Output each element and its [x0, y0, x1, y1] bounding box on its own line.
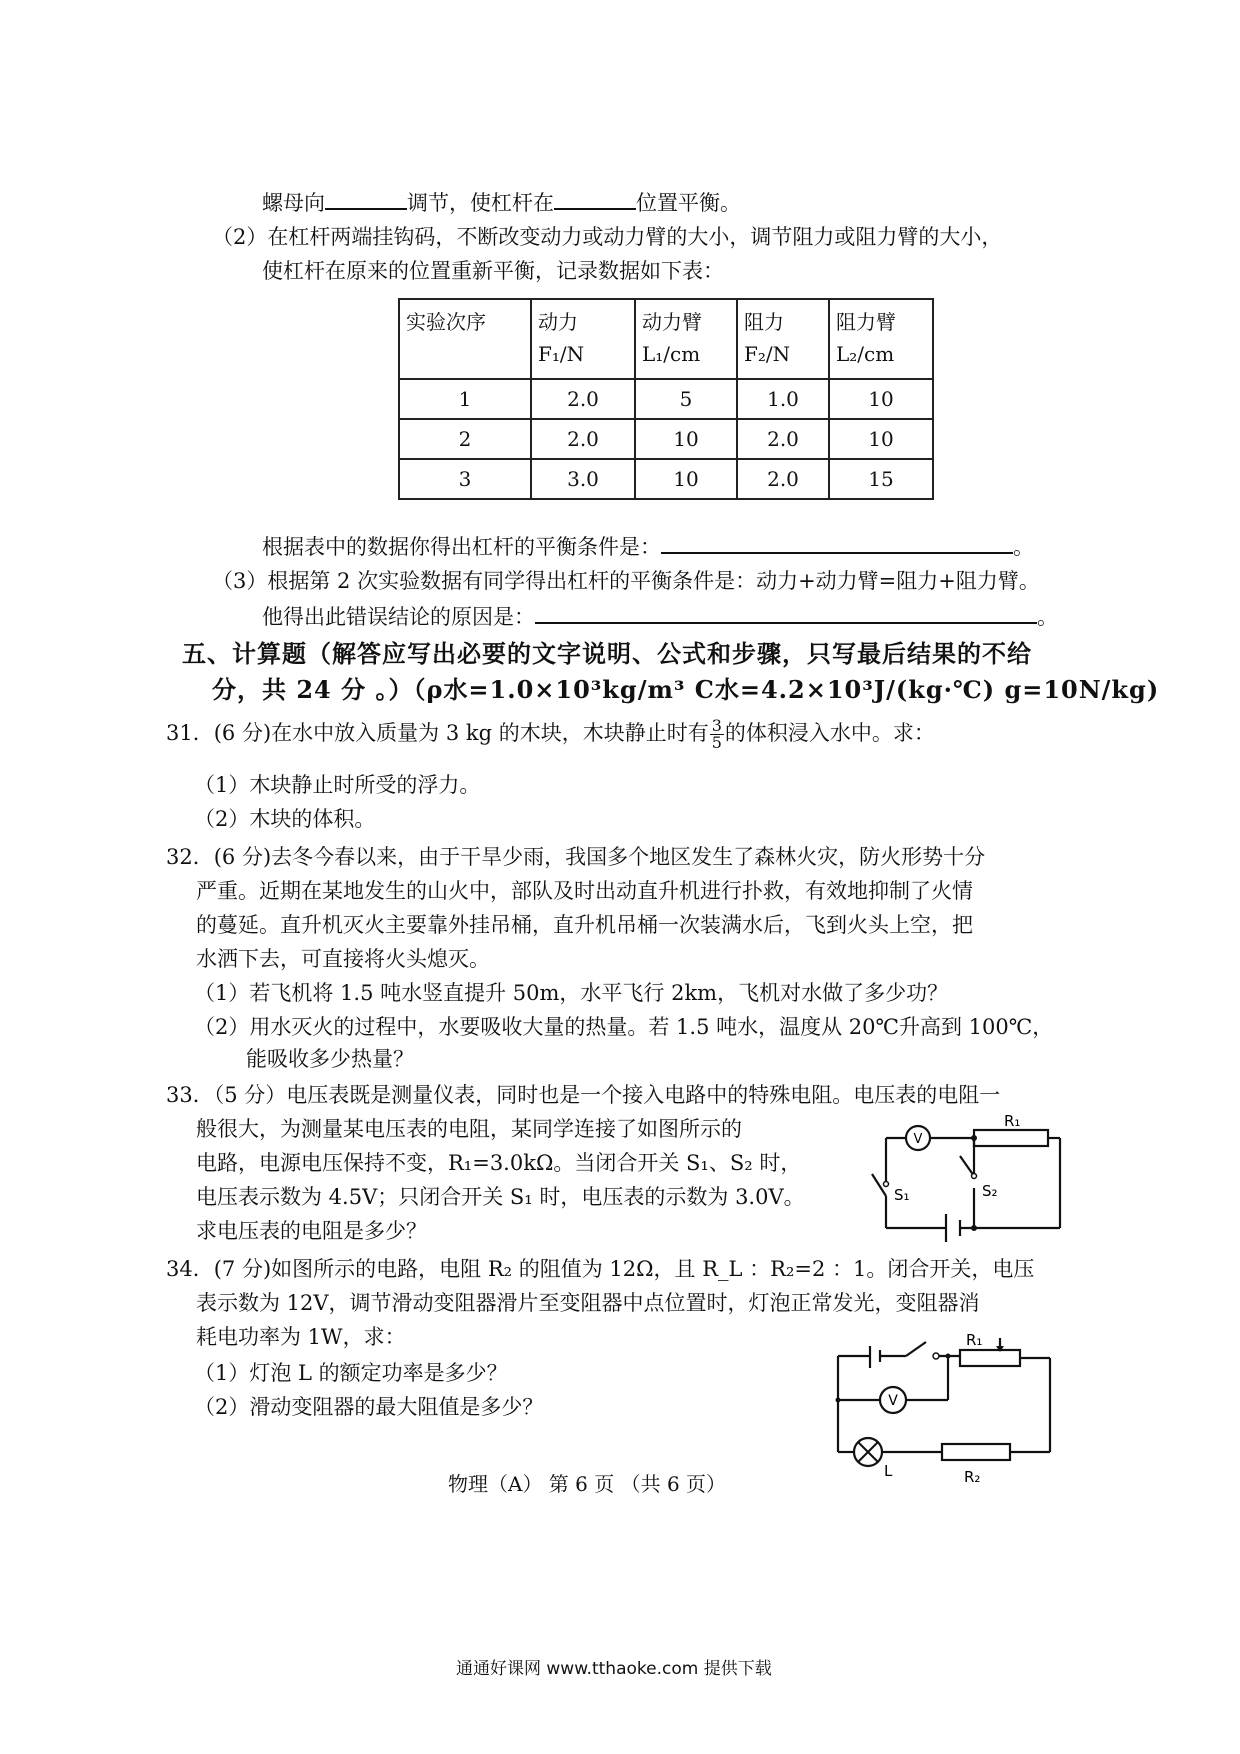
q32-sub2-a: （2）用水灭火的过程中，水要吸收大量的热量。若 1.5 吨水，温度从 20℃升高到 100℃， — [194, 1015, 1054, 1039]
voltmeter-label: V — [913, 1132, 923, 1147]
q32-sub2-b: 能吸收多少热量？ — [246, 1047, 414, 1071]
q30-part2-line2: 使杠杆在原来的位置重新平衡，记录数据如下表： — [262, 259, 724, 283]
q31-stem: 31．(6 分)在水中放入质量为 3 kg 的木块，木块静止时有 $\frac{3}{5}$ 的体积浸入水中。求： — [166, 716, 935, 752]
q32-line1: 32．(6 分)去冬今春以来，由于干旱少雨，我国多个地区发生了森林火灾，防火形势十分 — [166, 845, 986, 869]
q33-line5: 求电压表的电阻是多少？ — [196, 1219, 427, 1243]
q32-line3: 的蔓延。直升机灭火主要靠外挂吊桶，直升机吊桶一次装满水后，飞到火头上空，把 — [196, 913, 973, 937]
q34-line1: 34．(7 分)如图所示的电路，电阻 R₂ 的阻值为 12Ω，且 R_L ：R₂=2 ：1。闭合开关，电压 — [166, 1257, 1035, 1281]
header-cell: 动力 F₁/N — [531, 299, 635, 379]
q34-sub2: （2）滑动变阻器的最大阻值是多少？ — [194, 1395, 544, 1419]
resistor-r2-label: R₂ — [964, 1468, 981, 1486]
section-5-heading: 五、计算题（解答应写出必要的文字说明、公式和步骤，只写最后结果的不给 — [182, 639, 1032, 668]
answer-blank[interactable] — [554, 186, 636, 210]
q30-part3-line1: （3）根据第 2 次实验数据有同学得出杠杆的平衡条件是：动力+动力臂=阻力+阻力臂。 — [212, 569, 1040, 593]
table-row: 3 3.0 10 2.0 15 — [399, 459, 933, 499]
answer-blank[interactable] — [661, 530, 1013, 554]
q30-part2-line1: （2）在杠杆两端挂钩码，不断改变动力或动力臂的大小，调节阻力或阻力臂的大小， — [212, 225, 1003, 249]
q30-conclusion-line: 根据表中的数据你得出杠杆的平衡条件是： 。 — [262, 530, 1034, 562]
q33-circuit-diagram — [856, 1112, 1066, 1242]
lamp-l-label: L — [884, 1462, 893, 1480]
q32-line2: 严重。近期在某地发生的山火中，部队及时出动直升机进行扑救，有效地抑制了火情 — [196, 879, 973, 903]
q33-line1: 33．（5 分）电压表既是测量仪表，同时也是一个接入电路中的特殊电阻。电压表的电阻一 — [166, 1083, 1001, 1107]
lamp-icon — [854, 1438, 882, 1466]
page-footer: 物理（A） 第 6 页 （共 6 页） — [448, 1472, 727, 1496]
q34-circuit-diagram — [830, 1330, 1056, 1490]
q34-line2: 表示数为 12V，调节滑动变阻器滑片至变阻器中点位置时，灯泡正常发光，变阻器消 — [196, 1291, 980, 1315]
header-cell: 阻力 F₂/N — [737, 299, 829, 379]
header-cell: 实验次序 — [399, 299, 531, 379]
answer-blank[interactable] — [325, 186, 407, 210]
q33-line3: 电路，电源电压保持不变，R₁=3.0kΩ。当闭合开关 S₁、S₂ 时， — [196, 1151, 802, 1175]
q33-line4: 电压表示数为 4.5V；只闭合开关 S₁ 时，电压表的示数为 3.0V。 — [196, 1185, 805, 1209]
section-5-constants: 分，共 24 分 。）（ρ水=1.0×10³kg/m³ C水=4.2×10³J/(kg·℃) g=10N/kg) — [212, 675, 1160, 704]
q34-line3: 耗电功率为 1W，求： — [196, 1325, 406, 1349]
q32-sub1: （1）若飞机将 1.5 吨水竖直提升 50m，水平飞行 2km，飞机对水做了多少功？ — [194, 981, 949, 1005]
source-credit: 通通好课网 www.tthaoke.com 提供下载 — [456, 1659, 772, 1679]
q31-sub2: （2）木块的体积。 — [194, 807, 376, 831]
switch-s2-label: S₂ — [982, 1182, 998, 1200]
header-cell: 阻力臂 L₂/cm — [829, 299, 933, 379]
answer-blank[interactable] — [535, 600, 1037, 624]
fraction: $\frac{3}{5}$ — [711, 716, 722, 752]
q31-sub1: （1）木块静止时所受的浮力。 — [194, 773, 481, 797]
lever-data-table — [398, 298, 934, 500]
q30-part3-line2: 他得出此错误结论的原因是： 。 — [262, 600, 1058, 632]
table-row: 2 2.0 10 2.0 10 — [399, 419, 933, 459]
q34-sub1: （1）灯泡 L 的额定功率是多少？ — [194, 1361, 508, 1385]
resistor-r1-label: R₁ — [1004, 1112, 1021, 1130]
table-row: 1 2.0 5 1.0 10 — [399, 379, 933, 419]
header-cell: 动力臂 L₁/cm — [635, 299, 737, 379]
q33-line2: 般很大，为测量某电压表的电阻，某同学连接了如图所示的 — [196, 1117, 742, 1141]
q32-line4: 水洒下去，可直接将火头熄灭。 — [196, 947, 490, 971]
switch-s1-label: S₁ — [894, 1186, 910, 1204]
table-header-row — [399, 299, 933, 379]
rheostat-r1-label: R₁ — [966, 1331, 983, 1349]
voltmeter-label: V — [888, 1393, 898, 1409]
q30-line-a: 螺母向 调节，使杠杆在 位置平衡。 — [262, 186, 741, 218]
